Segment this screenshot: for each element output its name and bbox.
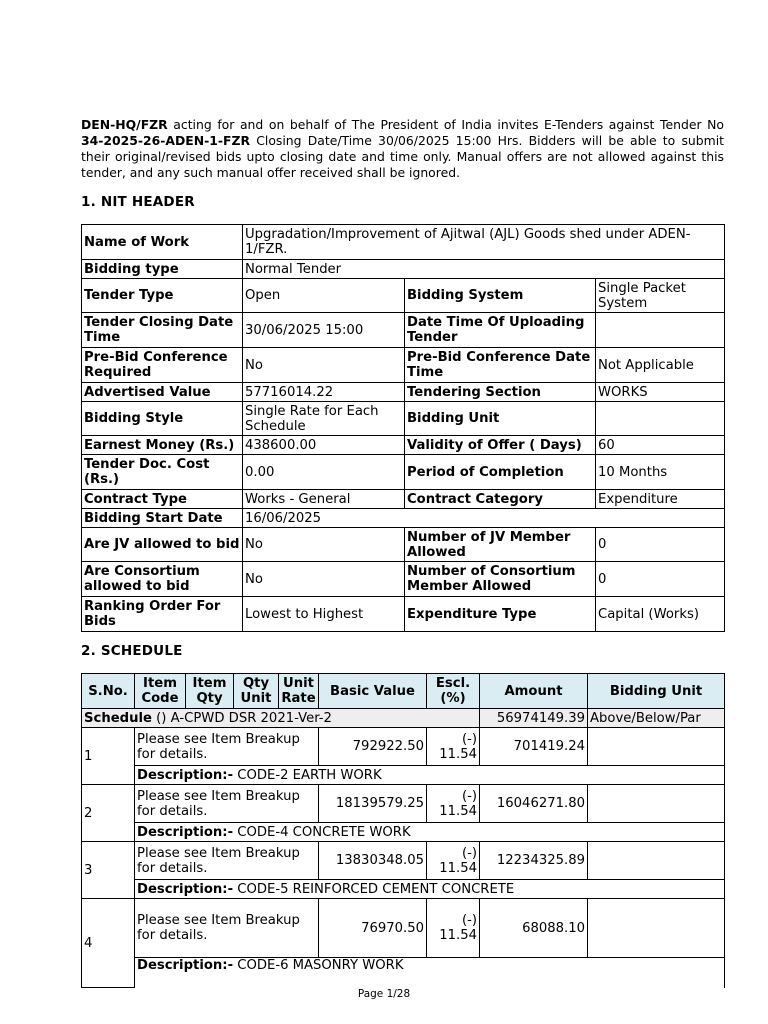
col-sno: S.No. <box>82 674 135 709</box>
field-value: Lowest to Highest <box>243 597 405 632</box>
schedule-group-row <box>82 709 725 728</box>
item-description <box>135 766 725 785</box>
schedule-amount: 56974149.39 <box>480 709 588 728</box>
field-label: Earnest Money (Rs.) <box>82 436 243 455</box>
table-row <box>82 842 725 880</box>
field-value: Not Applicable <box>596 348 725 383</box>
item-amount: 16046271.80 <box>480 785 588 823</box>
table-row <box>82 313 725 348</box>
item-bidding-unit <box>588 728 725 766</box>
field-label: Bidding Unit <box>405 402 596 436</box>
schedule-title: 2. SCHEDULE <box>81 643 183 659</box>
table-row <box>82 436 725 455</box>
table-row <box>82 455 725 490</box>
field-value: 0 <box>596 562 725 597</box>
field-value <box>596 402 725 436</box>
table-row <box>82 562 725 597</box>
field-label: Advertised Value <box>82 383 243 402</box>
field-value: Open <box>243 279 405 313</box>
table-row <box>82 899 725 958</box>
tender-number: 34-2025-26-ADEN-1-FZR <box>81 133 251 148</box>
item-breakup-note: Please see Item Breakup for details. <box>135 785 319 823</box>
table-row <box>82 260 725 279</box>
description-label: Description:- <box>137 958 234 974</box>
field-label: Are JV allowed to bid <box>82 528 243 562</box>
schedule-name-cell <box>82 709 480 728</box>
table-row <box>82 279 725 313</box>
description-label: Description:- <box>137 824 234 840</box>
field-value: No <box>243 562 405 597</box>
table-row <box>82 728 725 766</box>
field-value: WORKS <box>596 383 725 402</box>
field-label: Bidding Style <box>82 402 243 436</box>
field-value: 0.00 <box>243 455 405 490</box>
description-text: CODE-4 CONCRETE WORK <box>233 824 411 840</box>
item-amount: 701419.24 <box>480 728 588 766</box>
bidding-start-value: 16/06/2025 <box>243 509 725 528</box>
field-label: Pre-Bid Conference Date Time <box>405 348 596 383</box>
item-breakup-note: Please see Item Breakup for details. <box>135 842 319 880</box>
field-label: Contract Category <box>405 490 596 509</box>
description-label: Description:- <box>137 881 234 897</box>
field-value: Works - General <box>243 490 405 509</box>
item-sno: 3 <box>82 842 135 899</box>
table-row <box>82 402 725 436</box>
schedule-label: Schedule <box>84 710 152 726</box>
field-value: 57716014.22 <box>243 383 405 402</box>
table-row <box>82 509 725 528</box>
col-item-qty: Item Qty <box>186 674 234 709</box>
field-label: Tender Doc. Cost (Rs.) <box>82 455 243 490</box>
schedule-header-row <box>82 674 725 709</box>
field-value: Expenditure <box>596 490 725 509</box>
table-row <box>82 597 725 632</box>
col-unit-rate: Unit Rate <box>279 674 319 709</box>
item-description <box>135 958 725 988</box>
field-value: 10 Months <box>596 455 725 490</box>
field-label: Bidding System <box>405 279 596 313</box>
field-value: 0 <box>596 528 725 562</box>
item-basic-value: 76970.50 <box>319 899 427 958</box>
field-label: Date Time Of Uploading Tender <box>405 313 596 348</box>
field-value: 60 <box>596 436 725 455</box>
org-name: DEN-HQ/FZR <box>81 117 168 132</box>
table-row <box>82 383 725 402</box>
field-value: No <box>243 348 405 383</box>
field-value: Single Rate for Each Schedule <box>243 402 405 436</box>
table-row <box>82 766 725 785</box>
col-qty-unit: Qty Unit <box>234 674 279 709</box>
item-sno: 1 <box>82 728 135 785</box>
table-row <box>82 880 725 899</box>
item-sno: 2 <box>82 785 135 842</box>
col-basic-value: Basic Value <box>319 674 427 709</box>
description-text: CODE-5 REINFORCED CEMENT CONCRETE <box>233 881 515 897</box>
field-label: Tender Type <box>82 279 243 313</box>
bidding-type-label: Bidding type <box>82 260 243 279</box>
item-basic-value: 792922.50 <box>319 728 427 766</box>
item-breakup-note: Please see Item Breakup for details. <box>135 899 319 958</box>
item-escl: (-) 11.54 <box>427 842 480 880</box>
item-escl: (-) 11.54 <box>427 899 480 958</box>
item-bidding-unit <box>588 842 725 880</box>
table-row <box>82 528 725 562</box>
schedule-bidding-unit: Above/Below/Par <box>588 709 725 728</box>
field-value: 30/06/2025 15:00 <box>243 313 405 348</box>
table-row <box>82 958 725 988</box>
col-bidding-unit: Bidding Unit <box>588 674 725 709</box>
bidding-start-label: Bidding Start Date <box>82 509 243 528</box>
field-label: Validity of Offer ( Days) <box>405 436 596 455</box>
field-value: Capital (Works) <box>596 597 725 632</box>
item-escl: (-) 11.54 <box>427 728 480 766</box>
item-escl: (-) 11.54 <box>427 785 480 823</box>
field-label: Period of Completion <box>405 455 596 490</box>
field-label: Tendering Section <box>405 383 596 402</box>
nit-header-title: 1. NIT HEADER <box>81 194 195 210</box>
field-value: 438600.00 <box>243 436 405 455</box>
field-value: No <box>243 528 405 562</box>
table-row <box>82 785 725 823</box>
item-amount: 12234325.89 <box>480 842 588 880</box>
nit-header-table <box>81 224 725 632</box>
page-number: Page 1/28 <box>357 988 411 1000</box>
schedule-name: () A-CPWD DSR 2021-Ver-2 <box>151 710 332 726</box>
bidding-type-value: Normal Tender <box>243 260 725 279</box>
col-amount: Amount <box>480 674 588 709</box>
col-item-code: Item Code <box>135 674 186 709</box>
item-bidding-unit <box>588 785 725 823</box>
field-value <box>596 313 725 348</box>
description-text: CODE-2 EARTH WORK <box>233 767 382 783</box>
field-label: Tender Closing Date Time <box>82 313 243 348</box>
item-basic-value: 13830348.05 <box>319 842 427 880</box>
field-label: Number of JV Member Allowed <box>405 528 596 562</box>
col-escl: Escl. (%) <box>427 674 480 709</box>
field-label: Ranking Order For Bids <box>82 597 243 632</box>
name-of-work-label: Name of Work <box>82 225 243 260</box>
field-value: Single Packet System <box>596 279 725 313</box>
table-row <box>82 490 725 509</box>
field-label: Pre-Bid Conference Required <box>82 348 243 383</box>
intro-text-2: Closing Date/Time 30/06/2025 15:00 Hrs. Bidders will be able to submit their original/revised bids upto closing date and time only. Manual offers are not allowed against this tender, and any such manual offer received shall be ignored. <box>81 133 724 180</box>
intro-paragraph <box>81 117 724 181</box>
item-sno: 4 <box>82 899 135 988</box>
item-bidding-unit <box>588 899 725 958</box>
item-breakup-note: Please see Item Breakup for details. <box>135 728 319 766</box>
description-text: CODE-6 MASONRY WORK <box>233 958 404 974</box>
item-description <box>135 823 725 842</box>
field-label: Contract Type <box>82 490 243 509</box>
field-label: Number of Consortium Member Allowed <box>405 562 596 597</box>
field-label: Are Consortium allowed to bid <box>82 562 243 597</box>
table-row <box>82 225 725 260</box>
item-basic-value: 18139579.25 <box>319 785 427 823</box>
item-amount: 68088.10 <box>480 899 588 958</box>
field-label: Expenditure Type <box>405 597 596 632</box>
item-description <box>135 880 725 899</box>
table-row <box>82 823 725 842</box>
intro-text-1: acting for and on behalf of The President of India invites E-Tenders against Tender No <box>167 117 724 132</box>
schedule-table <box>81 673 725 988</box>
description-label: Description:- <box>137 767 234 783</box>
name-of-work-value: Upgradation/Improvement of Ajitwal (AJL) Goods shed under ADEN-1/FZR. <box>243 225 725 260</box>
table-row <box>82 348 725 383</box>
